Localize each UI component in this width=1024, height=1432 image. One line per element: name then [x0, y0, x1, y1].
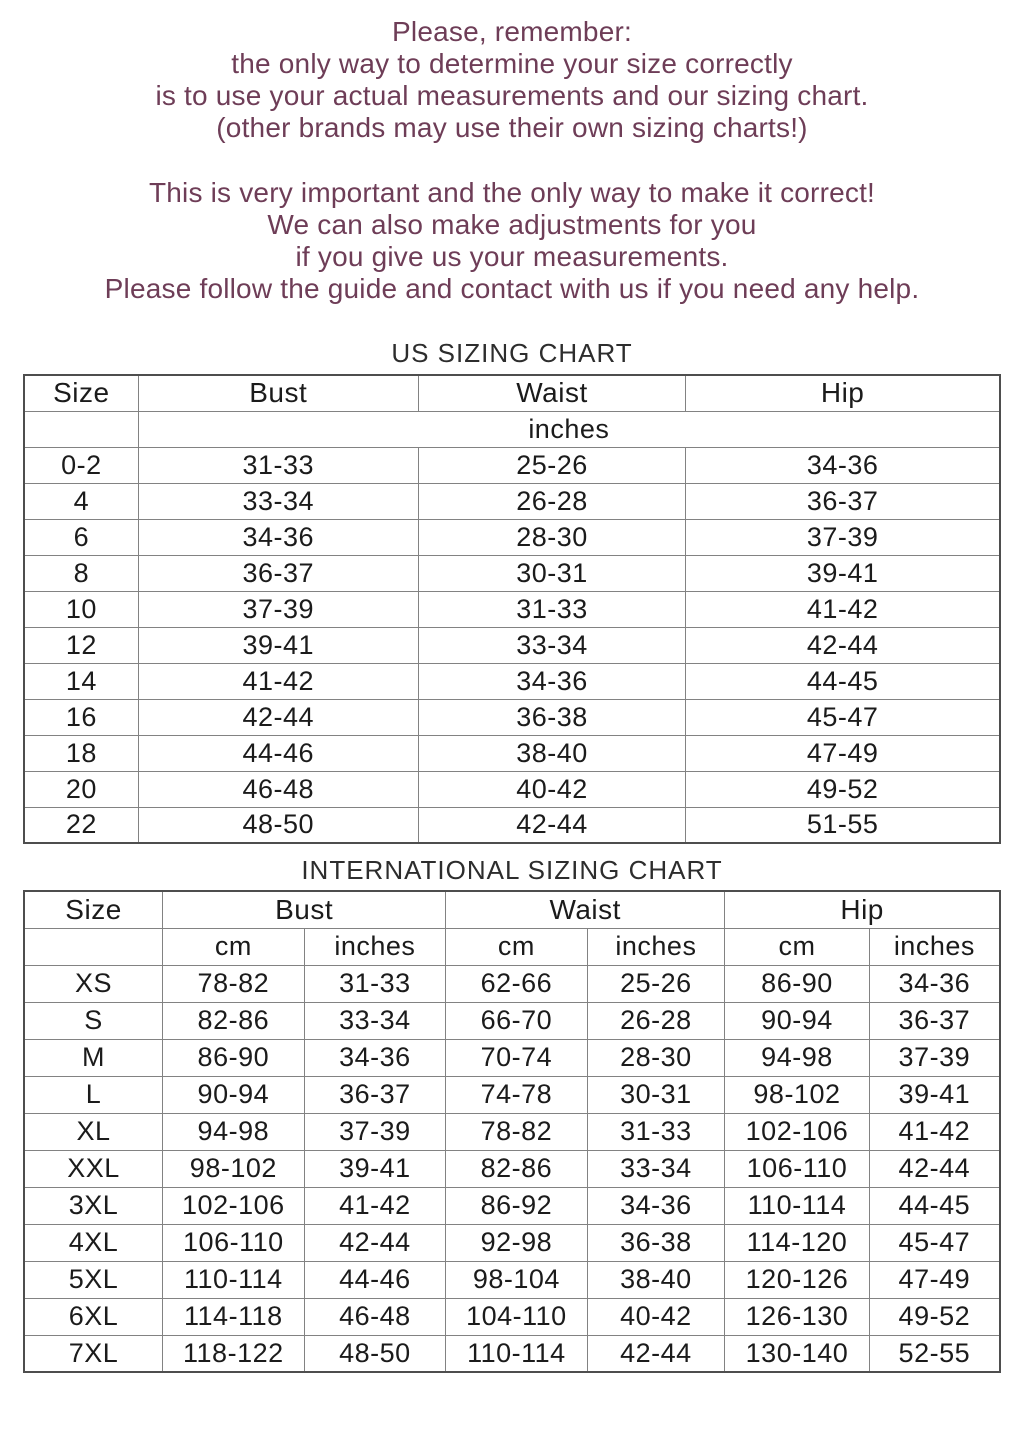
value-cell: 82-86: [446, 1150, 588, 1187]
table-row: [24, 771, 1000, 807]
size-cell: 10: [24, 591, 138, 627]
value-cell: 78-82: [446, 1113, 588, 1150]
column-header-bust: Bust: [138, 375, 418, 411]
international-sizing-table: [23, 890, 1001, 1373]
value-cell: 110-114: [163, 1261, 305, 1298]
table-row: [24, 1076, 1000, 1113]
table-row: [24, 1261, 1000, 1298]
value-cell: 36-37: [686, 483, 1000, 519]
size-cell: 7XL: [24, 1335, 163, 1372]
value-cell: 49-52: [869, 1298, 1000, 1335]
value-cell: 114-120: [725, 1224, 869, 1261]
intro-line: We can also make adjustments for you: [267, 209, 757, 240]
value-cell: 39-41: [869, 1076, 1000, 1113]
value-cell: 37-39: [869, 1039, 1000, 1076]
empty-cell: [24, 411, 138, 447]
value-cell: 114-118: [163, 1298, 305, 1335]
unit-label-cell: inches: [304, 928, 446, 965]
value-cell: 37-39: [304, 1113, 446, 1150]
value-cell: 26-28: [587, 1002, 725, 1039]
size-cell: 6XL: [24, 1298, 163, 1335]
value-cell: 36-38: [587, 1224, 725, 1261]
intro-line: Please, remember:: [392, 16, 632, 47]
column-header-bust: Bust: [163, 891, 446, 928]
size-cell: 12: [24, 627, 138, 663]
column-header-size: Size: [24, 891, 163, 928]
value-cell: 36-37: [869, 1002, 1000, 1039]
value-cell: 38-40: [418, 735, 685, 771]
us-unit-row: [24, 411, 1000, 447]
value-cell: 31-33: [418, 591, 685, 627]
table-row: [24, 699, 1000, 735]
value-cell: 44-46: [138, 735, 418, 771]
table-row: [24, 1150, 1000, 1187]
value-cell: 40-42: [418, 771, 685, 807]
table-row: [24, 519, 1000, 555]
value-cell: 31-33: [138, 447, 418, 483]
value-cell: 104-110: [446, 1298, 588, 1335]
value-cell: 41-42: [869, 1113, 1000, 1150]
table-row: [24, 965, 1000, 1002]
value-cell: 36-38: [418, 699, 685, 735]
intro-line: is to use your actual measurements and our sizing chart.: [155, 80, 869, 111]
size-cell: 4XL: [24, 1224, 163, 1261]
unit-label-cell: inches: [869, 928, 1000, 965]
value-cell: 126-130: [725, 1298, 869, 1335]
value-cell: 86-90: [163, 1039, 305, 1076]
table-row: [24, 807, 1000, 843]
value-cell: 102-106: [725, 1113, 869, 1150]
value-cell: 48-50: [304, 1335, 446, 1372]
value-cell: 42-44: [587, 1335, 725, 1372]
unit-label-cell: cm: [446, 928, 588, 965]
size-cell: 8: [24, 555, 138, 591]
table-row: [24, 627, 1000, 663]
intl-table-body: [24, 965, 1000, 1372]
value-cell: 42-44: [304, 1224, 446, 1261]
value-cell: 90-94: [163, 1076, 305, 1113]
intl-header-row: [24, 891, 1000, 928]
value-cell: 86-92: [446, 1187, 588, 1224]
value-cell: 45-47: [869, 1224, 1000, 1261]
value-cell: 92-98: [446, 1224, 588, 1261]
us-sizing-table: [23, 374, 1001, 844]
table-row: [24, 555, 1000, 591]
value-cell: 39-41: [304, 1150, 446, 1187]
size-cell: S: [24, 1002, 163, 1039]
size-cell: XXL: [24, 1150, 163, 1187]
value-cell: 118-122: [163, 1335, 305, 1372]
table-row: [24, 1224, 1000, 1261]
value-cell: 102-106: [163, 1187, 305, 1224]
value-cell: 130-140: [725, 1335, 869, 1372]
table-row: [24, 447, 1000, 483]
table-row: [24, 483, 1000, 519]
value-cell: 33-34: [587, 1150, 725, 1187]
value-cell: 42-44: [418, 807, 685, 843]
size-cell: 16: [24, 699, 138, 735]
size-cell: XL: [24, 1113, 163, 1150]
value-cell: 40-42: [587, 1298, 725, 1335]
size-cell: 4: [24, 483, 138, 519]
value-cell: 46-48: [304, 1298, 446, 1335]
international-chart-title: INTERNATIONAL SIZING CHART: [301, 855, 723, 885]
unit-label-cell: cm: [163, 928, 305, 965]
value-cell: 110-114: [446, 1335, 588, 1372]
us-table-body: [24, 447, 1000, 843]
value-cell: 33-34: [418, 627, 685, 663]
column-header-size: Size: [24, 375, 138, 411]
unit-label-cell: inches: [138, 411, 1000, 447]
column-header-waist: Waist: [446, 891, 725, 928]
value-cell: 37-39: [686, 519, 1000, 555]
value-cell: 41-42: [304, 1187, 446, 1224]
us-header-row: [24, 375, 1000, 411]
size-cell: L: [24, 1076, 163, 1113]
value-cell: 120-126: [725, 1261, 869, 1298]
value-cell: 98-104: [446, 1261, 588, 1298]
size-cell: 20: [24, 771, 138, 807]
value-cell: 34-36: [138, 519, 418, 555]
table-row: [24, 1187, 1000, 1224]
table-row: [24, 663, 1000, 699]
intro-line: the only way to determine your size correctly: [231, 48, 793, 79]
value-cell: 36-37: [304, 1076, 446, 1113]
value-cell: 33-34: [138, 483, 418, 519]
value-cell: 46-48: [138, 771, 418, 807]
table-row: [24, 735, 1000, 771]
value-cell: 33-34: [304, 1002, 446, 1039]
value-cell: 47-49: [869, 1261, 1000, 1298]
intro-line: if you give us your measurements.: [295, 241, 729, 272]
value-cell: 25-26: [418, 447, 685, 483]
unit-label-cell: cm: [725, 928, 869, 965]
table-row: [24, 1113, 1000, 1150]
value-cell: 66-70: [446, 1002, 588, 1039]
value-cell: 47-49: [686, 735, 1000, 771]
size-cell: 18: [24, 735, 138, 771]
value-cell: 78-82: [163, 965, 305, 1002]
size-cell: 6: [24, 519, 138, 555]
value-cell: 25-26: [587, 965, 725, 1002]
value-cell: 30-31: [587, 1076, 725, 1113]
value-cell: 38-40: [587, 1261, 725, 1298]
value-cell: 42-44: [686, 627, 1000, 663]
size-cell: 22: [24, 807, 138, 843]
size-cell: XS: [24, 965, 163, 1002]
value-cell: 52-55: [869, 1335, 1000, 1372]
table-row: [24, 1039, 1000, 1076]
value-cell: 26-28: [418, 483, 685, 519]
size-cell: 5XL: [24, 1261, 163, 1298]
intl-unit-row: [24, 928, 1000, 965]
value-cell: 31-33: [304, 965, 446, 1002]
value-cell: 34-36: [304, 1039, 446, 1076]
value-cell: 110-114: [725, 1187, 869, 1224]
column-header-hip: Hip: [686, 375, 1000, 411]
value-cell: 28-30: [587, 1039, 725, 1076]
table-row: [24, 1298, 1000, 1335]
size-cell: 14: [24, 663, 138, 699]
intro-paragraph-1: [0, 16, 1024, 144]
value-cell: 41-42: [686, 591, 1000, 627]
table-row: [24, 1002, 1000, 1039]
value-cell: 34-36: [686, 447, 1000, 483]
value-cell: 39-41: [138, 627, 418, 663]
intro-line: (other brands may use their own sizing charts!): [216, 112, 808, 143]
value-cell: 30-31: [418, 555, 685, 591]
value-cell: 51-55: [686, 807, 1000, 843]
value-cell: 44-45: [686, 663, 1000, 699]
intro-line: Please follow the guide and contact with us if you need any help.: [104, 273, 920, 304]
us-chart-title: US SIZING CHART: [391, 338, 633, 368]
value-cell: 74-78: [446, 1076, 588, 1113]
value-cell: 36-37: [138, 555, 418, 591]
column-header-hip: Hip: [725, 891, 1000, 928]
table-row: [24, 1335, 1000, 1372]
value-cell: 98-102: [725, 1076, 869, 1113]
value-cell: 62-66: [446, 965, 588, 1002]
value-cell: 49-52: [686, 771, 1000, 807]
size-cell: 0-2: [24, 447, 138, 483]
value-cell: 106-110: [725, 1150, 869, 1187]
value-cell: 34-36: [418, 663, 685, 699]
value-cell: 48-50: [138, 807, 418, 843]
value-cell: 28-30: [418, 519, 685, 555]
value-cell: 86-90: [725, 965, 869, 1002]
value-cell: 98-102: [163, 1150, 305, 1187]
column-header-waist: Waist: [418, 375, 685, 411]
intro-paragraph-2: [0, 177, 1024, 305]
value-cell: 94-98: [163, 1113, 305, 1150]
value-cell: 31-33: [587, 1113, 725, 1150]
intro-text: [0, 0, 1024, 305]
value-cell: 42-44: [869, 1150, 1000, 1187]
size-cell: M: [24, 1039, 163, 1076]
value-cell: 39-41: [686, 555, 1000, 591]
value-cell: 34-36: [869, 965, 1000, 1002]
value-cell: 82-86: [163, 1002, 305, 1039]
value-cell: 34-36: [587, 1187, 725, 1224]
value-cell: 70-74: [446, 1039, 588, 1076]
value-cell: 37-39: [138, 591, 418, 627]
value-cell: 42-44: [138, 699, 418, 735]
empty-cell: [24, 928, 163, 965]
value-cell: 45-47: [686, 699, 1000, 735]
value-cell: 44-46: [304, 1261, 446, 1298]
value-cell: 90-94: [725, 1002, 869, 1039]
unit-label-cell: inches: [587, 928, 725, 965]
intro-line: This is very important and the only way to make it correct!: [148, 177, 876, 208]
size-cell: 3XL: [24, 1187, 163, 1224]
value-cell: 106-110: [163, 1224, 305, 1261]
value-cell: 94-98: [725, 1039, 869, 1076]
table-row: [24, 591, 1000, 627]
value-cell: 44-45: [869, 1187, 1000, 1224]
value-cell: 41-42: [138, 663, 418, 699]
